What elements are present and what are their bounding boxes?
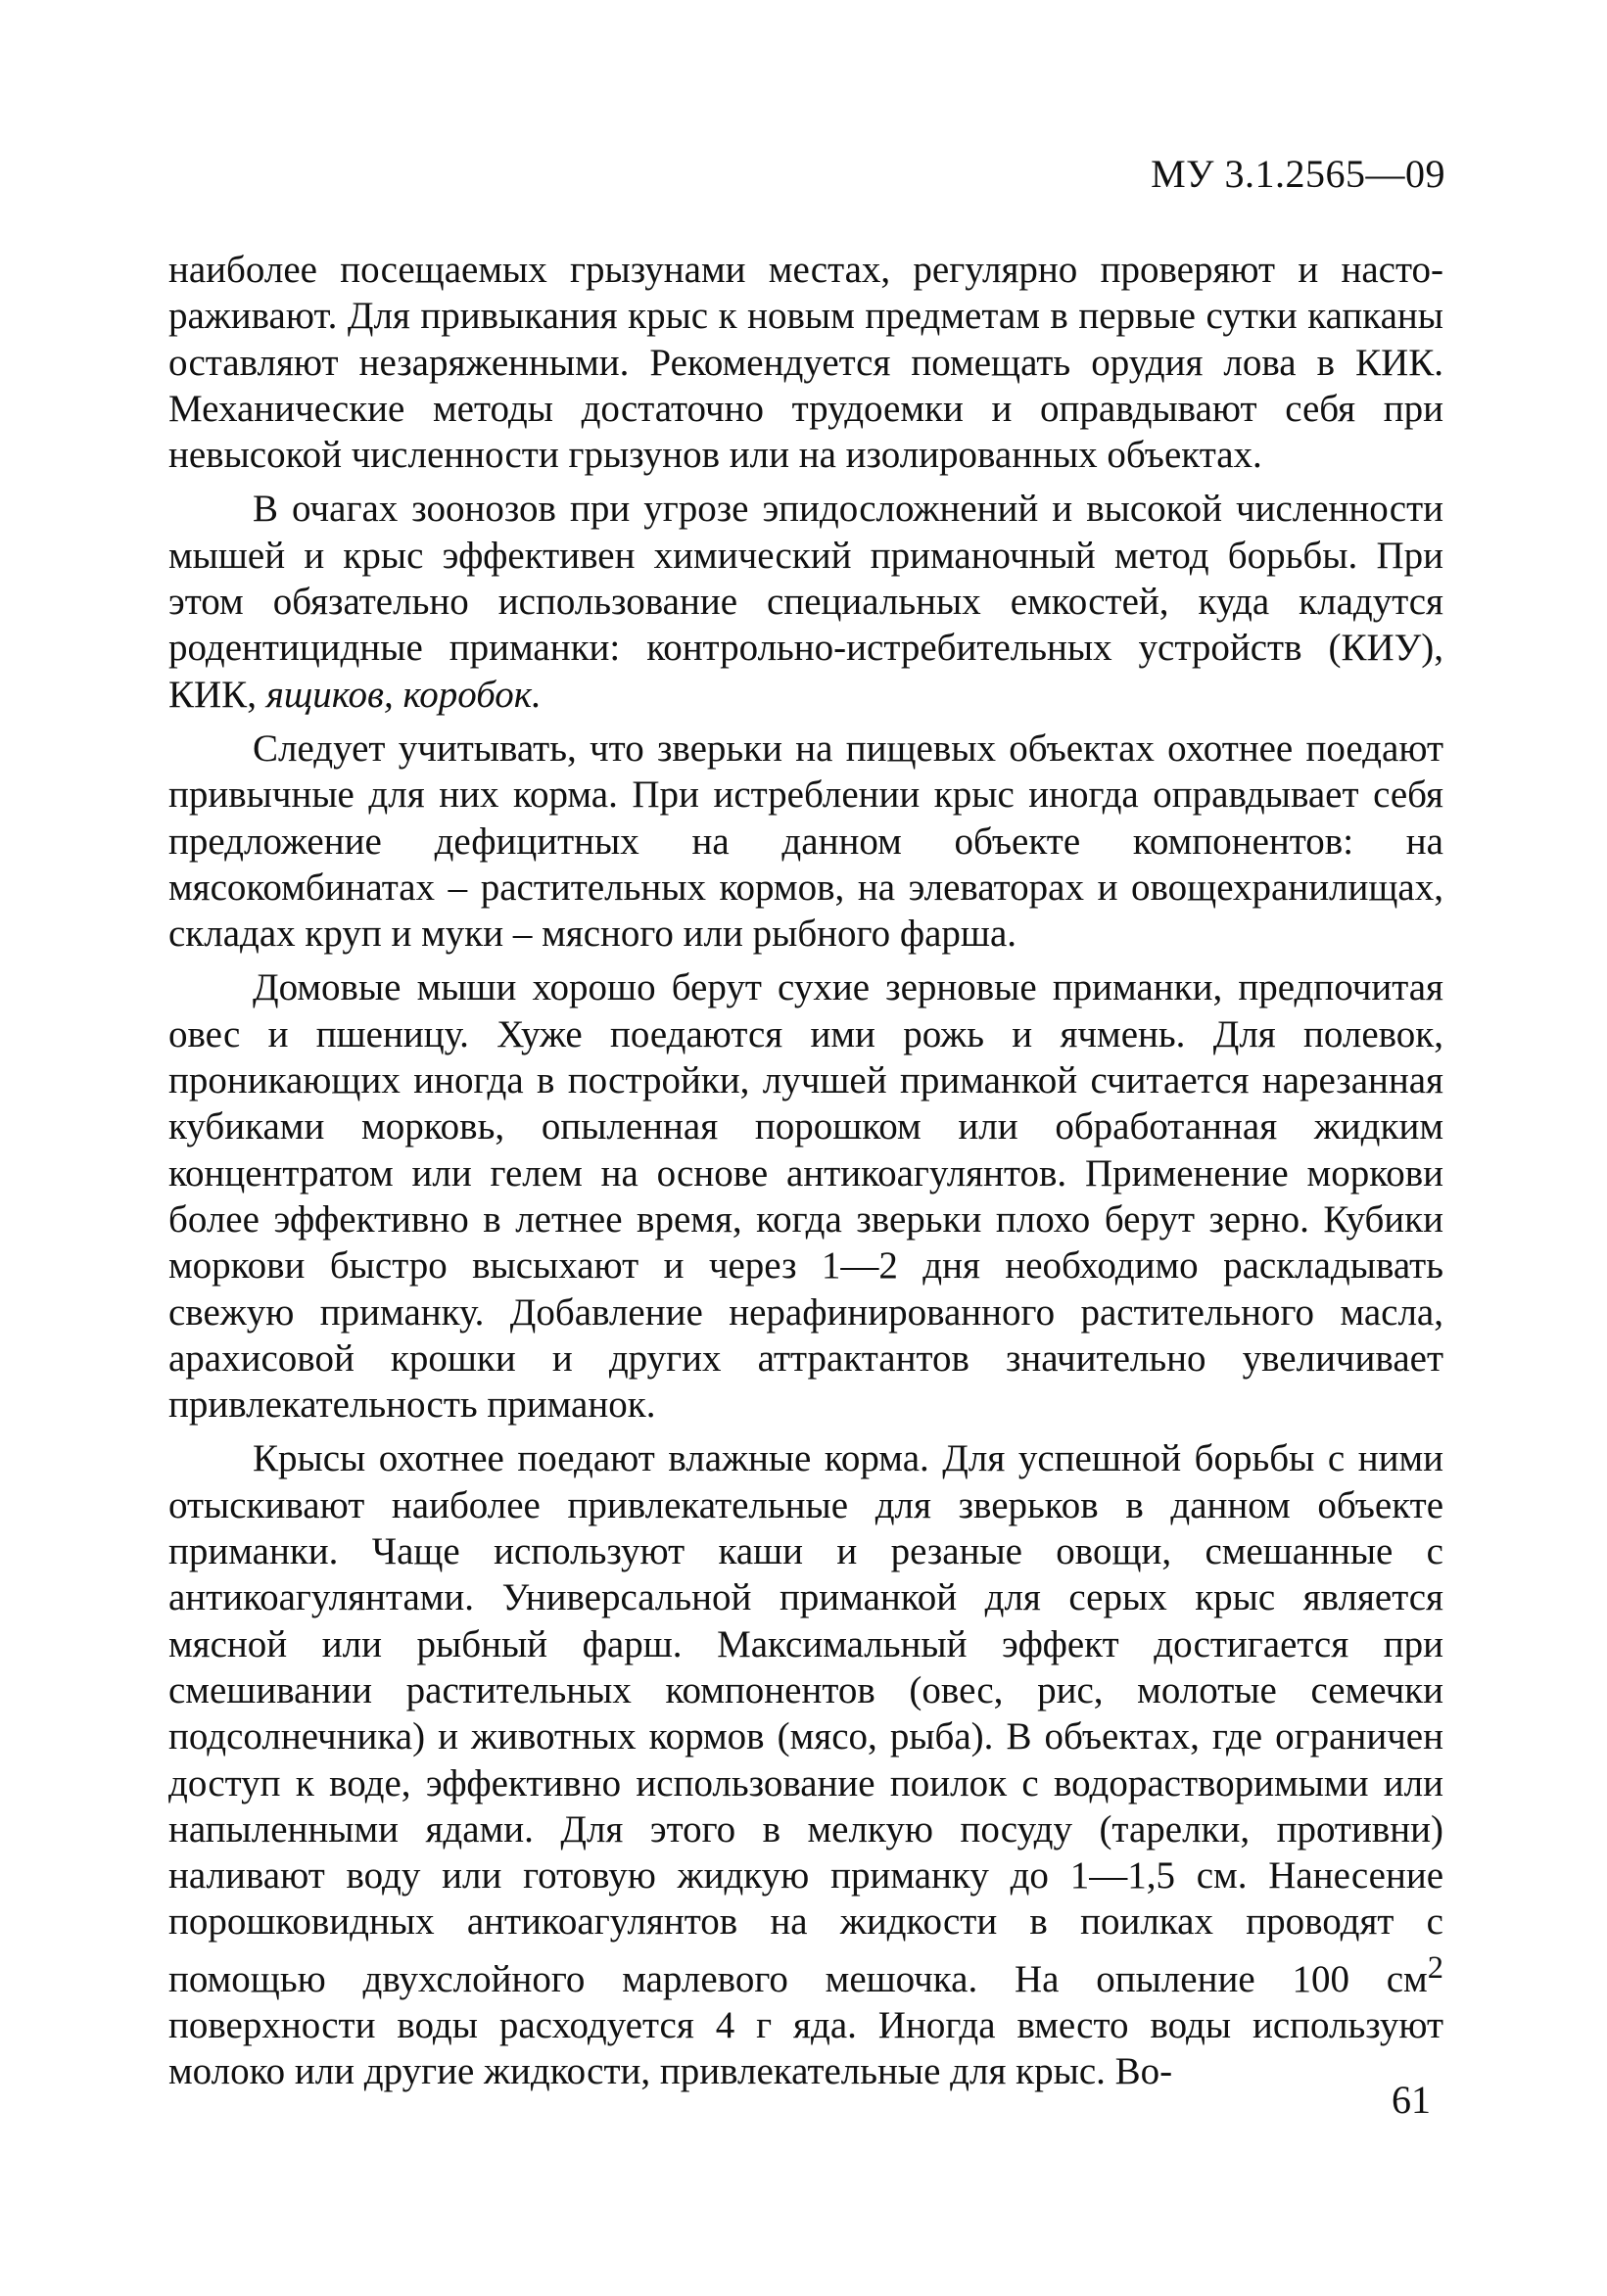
paragraph-2-text: В очагах зоонозов при угрозе эпидосложнений и высокой численности мышей и крыс эффективен химический приманочный метод борьбы. При этом обязательно использование специальных емкостей, куда кладутся родентицидные приманки: контрольно-истребительных устройств (КИУ), КИК, xyxy=(168,488,1443,716)
paragraph-5-text: Крысы охотнее поедают влажные корма. Для успешной борьбы с ними отыскивают наиболее привлекательные для зверьков в данном объекте приманки. Чаще используют каши и резаные овощи, смешанные с антикоагулянтами. Универсальной приманкой для серых крыс является мясной или рыбный фарш. Максимальный эффект достигается при смешивании растительных компонентов (овес, рис, молотые семечки подсолнечника) и животных кормов (мясо, рыба). В объектах, где ограничен доступ к воде, эффективно использование поилок с водорастворимыми или напыленными ядами. Для этого в мелкую посуду (тарелки, противни) наливают воду или готовую жидкую приманку до 1—1,5 см. Нанесение порошковидных антикоагулянтов на жидкости в поилках проводят с помощью двухслойного марлевого мешочка. На опыление 100 см xyxy=(168,1437,1443,2000)
document-code-header: МУ 3.1.2565—09 xyxy=(1151,152,1445,196)
paragraph-5-text-end: поверхности воды расходуется 4 г яда. Иногда вместо воды используют молоко или другие жидкости, привлекательные для крыс. Во- xyxy=(168,2003,1443,2093)
paragraph-2 xyxy=(168,486,1443,717)
paragraph-3: Следует учитывать, что зверьки на пищевых объектах охотнее поедают привычные для них корма. При истреблении крыс иногда оправдывает себя предложение дефицитных на данном объекте компонентов: на мясокомбинатах – растительных кормов, на элеваторах и овощехранилищах, складах круп и муки – мясного или рыбного фарша. xyxy=(168,726,1443,956)
body-text xyxy=(168,247,1443,2095)
page-number: 61 xyxy=(1392,2078,1431,2122)
paragraph-2-italic-text: ящиков, коробок. xyxy=(265,673,542,716)
superscript-two: 2 xyxy=(1427,1949,1443,1986)
paragraph-1: наиболее посещаемых грызунами местах, регулярно проверяют и настораживают. Для привыкания крыс к новым предметам в первые сутки капканы оставляют незаряженными. Рекомендуется помещать орудия лова в КИК. Механические методы достаточно трудоемки и оправдывают себя при невысокой численности грызунов или на изолированных объектах. xyxy=(168,249,1443,477)
paragraph-5 xyxy=(168,1435,1443,2094)
paragraph-4: Домовые мыши хорошо берут сухие зерновые приманки, предпочитая овес и пшеницу. Хуже поедаются ими рожь и ячмень. Для полевок, проникающих иногда в постройки, лучшей приманкой считается нарезанная кубиками морковь, опыленная порошком или обработанная жидким концентратом или гелем на основе антикоагулянтов. Применение моркови более эффективно в летнее время, когда зверьки плохо берут зерно. Кубики моркови быстро высыхают и через 1—2 дня необходимо раскладывать свежую приманку. Добавление нерафинированного растительного масла, арахисовой крошки и других аттрактантов значительно увеличивает привлекательность приманок. xyxy=(168,966,1443,1427)
